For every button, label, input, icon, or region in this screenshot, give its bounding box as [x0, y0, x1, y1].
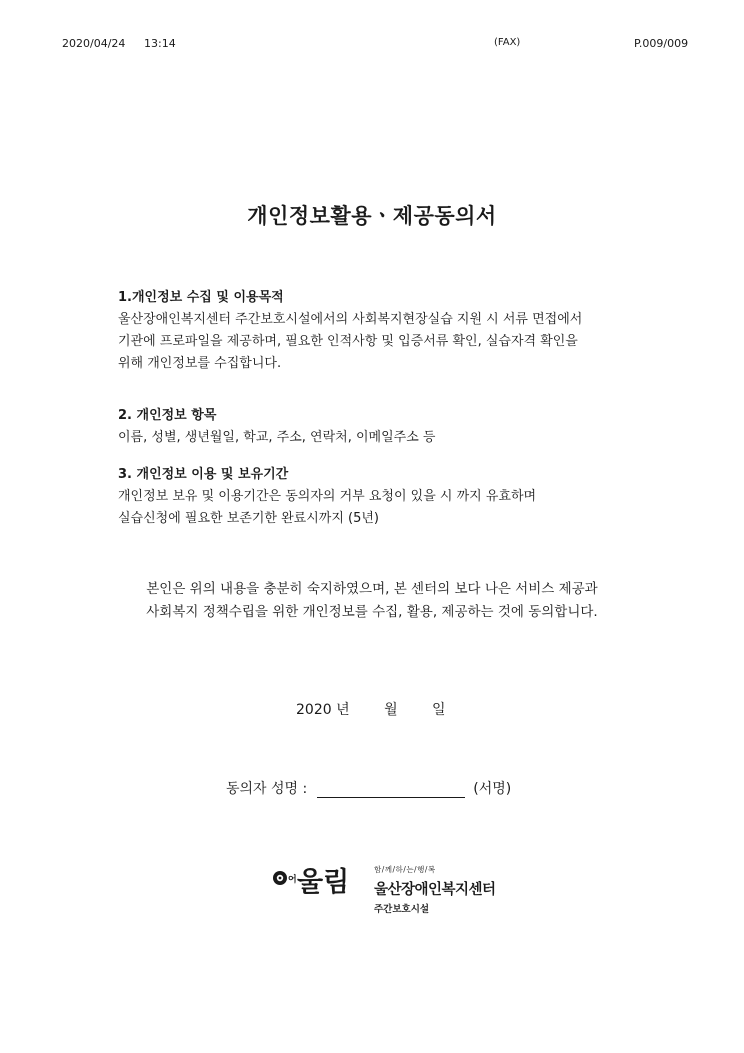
section-retention	[118, 464, 638, 530]
section-heading: 1.개인정보 수집 및 이용목적	[118, 290, 284, 305]
eoullim-logo-icon	[270, 860, 370, 902]
signature-suffix: (서명)	[473, 781, 512, 797]
signature-field[interactable]	[317, 783, 465, 798]
section-text-line: 이름, 성별, 생년월일, 학교, 주소, 연락처, 이메일주소 등	[118, 430, 436, 445]
section-text-line: 울산장애인복지센터 주간보호시설에서의 사회복지현장실습 지원 시 서류 면접에서	[118, 312, 583, 327]
section-text-line: 위해 개인정보를 수집합니다.	[118, 356, 282, 371]
date-month: 월	[384, 702, 398, 718]
section-text-line: 개인정보 보유 및 이용기간은 동의자의 거부 요청이 있을 시 까지 유효하며	[118, 489, 537, 504]
svg-text:울림: 울림	[297, 867, 350, 898]
section-items	[118, 405, 638, 449]
logo-sub-name: 주간보호시설	[374, 904, 430, 915]
signature-line	[226, 778, 511, 798]
section-heading: 2. 개인정보 항목	[118, 408, 217, 423]
date-year: 2020 년	[296, 702, 350, 718]
section-purpose	[118, 287, 638, 375]
section-text-line: 기관에 프로파일을 제공하며, 필요한 인적사항 및 입증서류 확인, 실습자격 확인을	[118, 334, 578, 349]
logo-organization-name: 울산장애인복지센터	[374, 882, 496, 898]
document-title: 개인정보활용ㆍ제공동의서	[247, 204, 497, 228]
date-line	[296, 699, 446, 719]
agreement-line: 사회복지 정책수립을 위한 개인정보를 수집, 활용, 제공하는 것에 동의합니다.	[146, 604, 598, 620]
signature-label: 동의자 성명 :	[226, 781, 308, 797]
logo-text-block	[374, 860, 496, 915]
svg-text:어: 어	[288, 875, 297, 885]
section-heading: 3. 개인정보 이용 및 보유기간	[118, 467, 289, 482]
agreement-statement	[0, 578, 744, 624]
organization-logo	[270, 860, 510, 930]
date-day: 일	[432, 702, 446, 718]
fax-time: 13:14	[144, 37, 176, 50]
fax-page-number: P.009/009	[634, 37, 689, 50]
section-text-line: 실습신청에 필요한 보존기한 완료시까지 (5년)	[118, 511, 379, 526]
agreement-line: 본인은 위의 내용을 충분히 숙지하였으며, 본 센터의 보다 나은 서비스 제공과	[146, 581, 598, 597]
fax-date: 2020/04/24	[62, 37, 126, 50]
fax-mode: (FAX)	[494, 37, 521, 48]
logo-slogan: 함/께/하/는/행/복	[374, 865, 436, 874]
